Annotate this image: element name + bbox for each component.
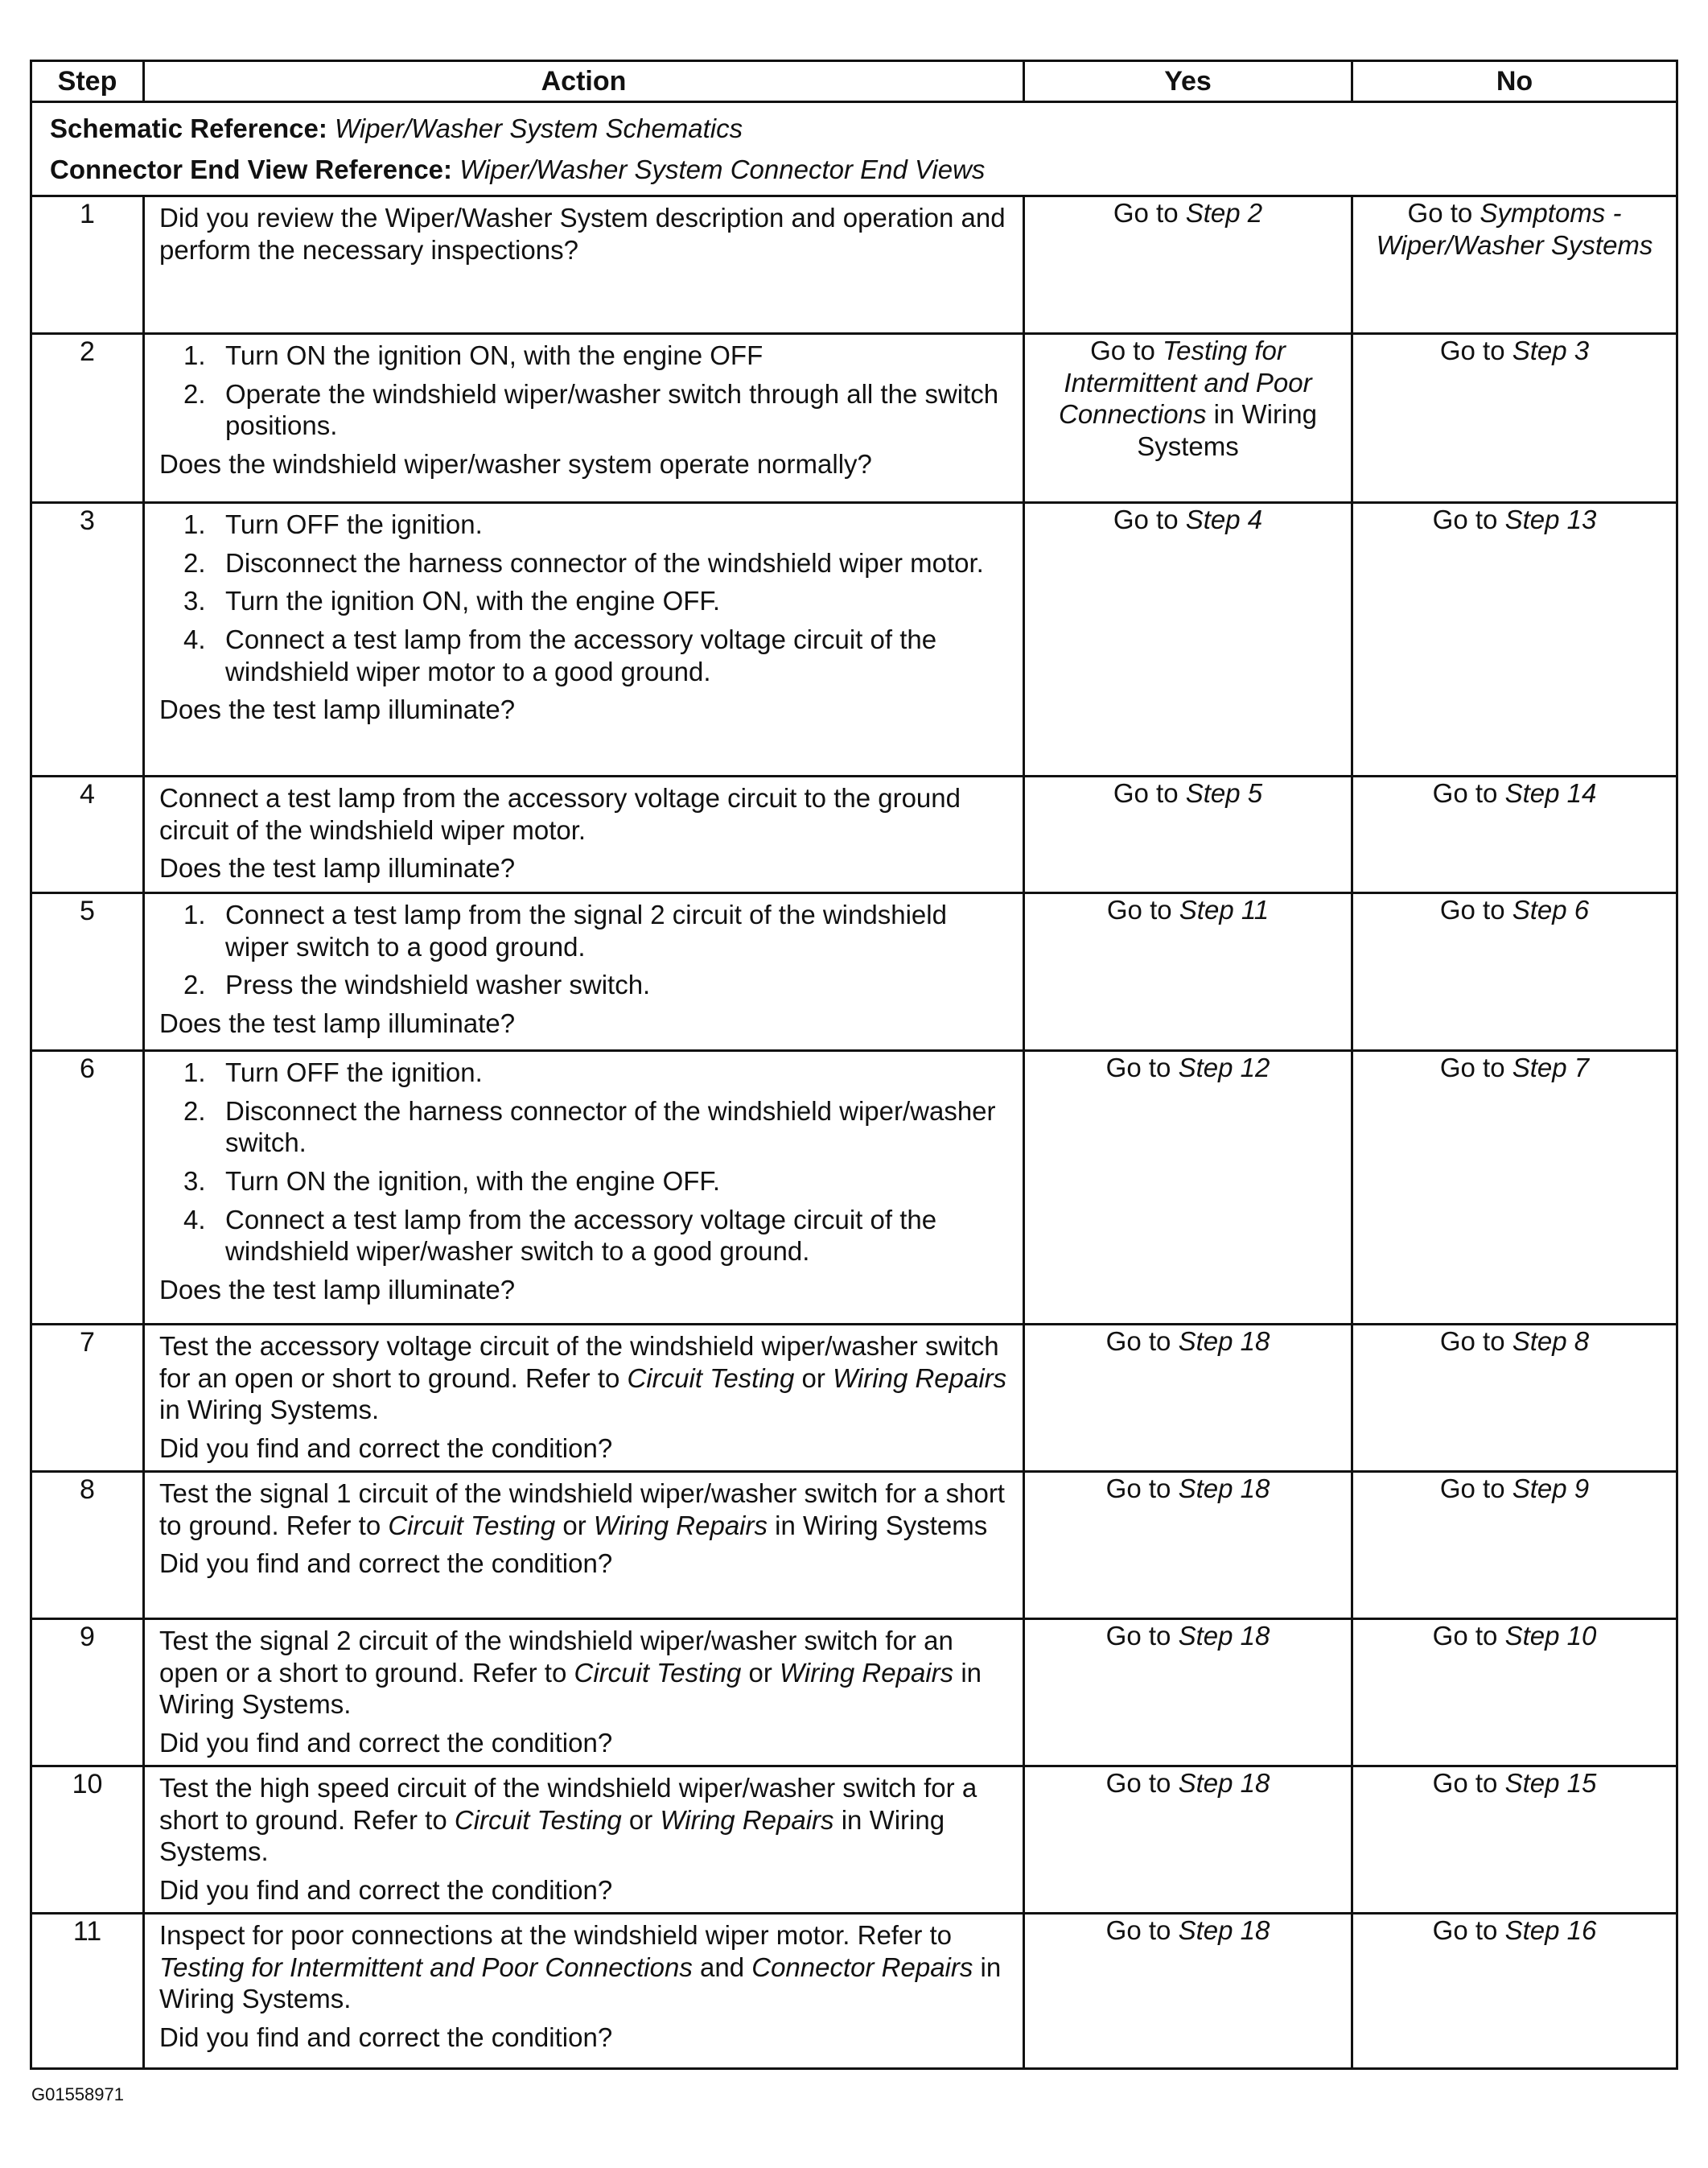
yes-goto-ref: Step 18 — [1178, 1915, 1270, 1946]
yes-cell — [1024, 777, 1352, 893]
substep-number: 2. — [183, 1095, 206, 1126]
substep-number: 1. — [183, 509, 206, 540]
no-goto — [1361, 1915, 1668, 1947]
no-goto — [1361, 894, 1668, 926]
yes-goto — [1033, 197, 1343, 229]
no-cell — [1352, 893, 1677, 1051]
substep-text: Connect a test lamp from the accessory voltage circuit of the windshield wiper/washer switch to a good ground. — [225, 1204, 937, 1267]
substep-text: Disconnect the harness connector of the windshield wiper motor. — [225, 547, 984, 578]
yes-goto-prefix: Go to — [1105, 1768, 1179, 1799]
action-ref-link: Circuit Testing — [574, 1657, 742, 1688]
yes-cell — [1024, 503, 1352, 777]
substep-list — [159, 509, 1008, 687]
action-ref-link: Wiring Repairs — [833, 1362, 1007, 1393]
header-no: No — [1352, 61, 1677, 102]
no-cell — [1352, 334, 1677, 503]
action-ref-link: Circuit Testing — [388, 1510, 556, 1540]
substep-number: 1. — [183, 900, 206, 930]
substep — [159, 378, 1008, 442]
yes-cell — [1024, 1472, 1352, 1619]
action-text-part: or — [741, 1657, 780, 1688]
action-text-part: or — [621, 1804, 661, 1835]
step-number: 4 — [31, 777, 144, 893]
connector-reference — [50, 149, 1658, 190]
action-question: Did you find and correct the condition? — [159, 1548, 613, 1579]
yes-cell — [1024, 1766, 1352, 1914]
yes-goto — [1033, 1325, 1343, 1358]
step-number: 11 — [31, 1914, 144, 2069]
no-goto-prefix: Go to — [1439, 1473, 1513, 1504]
action-cell — [144, 1472, 1024, 1619]
action-text — [159, 1772, 1008, 1868]
action-question: Did you find and correct the condition? — [159, 1433, 613, 1464]
substep — [159, 1165, 1008, 1197]
table-row — [31, 1051, 1677, 1325]
no-goto-ref: Symptoms - Wiper/Washer Systems — [1376, 198, 1653, 260]
action-question: Did you find and correct the condition? — [159, 1728, 613, 1758]
no-goto-ref: Step 9 — [1512, 1473, 1590, 1504]
yes-goto-prefix: Go to — [1113, 778, 1186, 809]
action-text-part: in Wiring Systems — [768, 1510, 988, 1540]
action-question: Does the windshield wiper/washer system operate normally? — [159, 449, 872, 480]
no-goto-prefix: Go to — [1439, 1326, 1513, 1357]
no-goto — [1361, 1767, 1668, 1799]
substep-text: Connect a test lamp from the accessory voltage circuit of the windshield wiper motor to a good ground. — [225, 624, 937, 686]
substep-text: Turn the ignition ON, with the engine OFF. — [225, 586, 721, 616]
action-ref-link: Circuit Testing — [454, 1804, 622, 1835]
yes-cell — [1024, 1914, 1352, 2069]
no-cell — [1352, 1472, 1677, 1619]
yes-goto-ref: Step 18 — [1178, 1473, 1270, 1504]
action-cell — [144, 777, 1024, 893]
schematic-reference — [50, 108, 1658, 149]
table-row — [31, 1914, 1677, 2069]
yes-goto — [1033, 777, 1343, 810]
substep-number: 3. — [183, 586, 206, 616]
no-goto — [1361, 777, 1668, 810]
no-goto-ref: Step 7 — [1512, 1053, 1590, 1083]
header-row — [31, 61, 1677, 102]
action-cell — [144, 893, 1024, 1051]
substep — [159, 509, 1008, 541]
yes-goto — [1033, 894, 1343, 926]
action-cell — [144, 1619, 1024, 1766]
reference-row — [31, 102, 1677, 196]
no-goto-ref: Step 13 — [1504, 505, 1597, 535]
no-goto-prefix: Go to — [1432, 505, 1505, 535]
no-goto-ref: Step 15 — [1504, 1768, 1597, 1799]
substep — [159, 1204, 1008, 1267]
yes-goto-prefix: Go to — [1113, 505, 1186, 535]
action-question: Did you find and correct the condition? — [159, 2022, 613, 2053]
no-goto-prefix: Go to — [1439, 1053, 1513, 1083]
yes-goto-ref: Step 18 — [1178, 1326, 1270, 1357]
no-cell — [1352, 1619, 1677, 1766]
step-number: 3 — [31, 503, 144, 777]
substep-text: Connect a test lamp from the signal 2 circuit of the windshield wiper switch to a good ground. — [225, 900, 947, 962]
action-cell — [144, 196, 1024, 334]
no-goto — [1361, 197, 1668, 261]
action-ref-link: Testing for Intermittent and Poor Connections — [159, 1952, 693, 1982]
diagnostic-table — [30, 60, 1678, 2070]
no-goto-ref: Step 6 — [1512, 895, 1590, 925]
figure-code: G01558971 — [31, 2084, 124, 2104]
action-text-part: or — [555, 1510, 594, 1540]
yes-goto-prefix: Go to — [1113, 198, 1186, 229]
no-goto-ref: Step 14 — [1504, 778, 1597, 809]
no-goto — [1361, 335, 1668, 367]
substep-number: 2. — [183, 970, 206, 1000]
action-question: Does the test lamp illuminate? — [159, 695, 516, 725]
yes-goto — [1033, 1767, 1343, 1799]
table-row — [31, 1766, 1677, 1914]
step-number: 2 — [31, 334, 144, 503]
no-goto-prefix: Go to — [1432, 1768, 1505, 1799]
substep-number: 1. — [183, 340, 206, 371]
yes-goto-prefix: Go to — [1090, 336, 1163, 366]
action-text-part: and — [692, 1952, 752, 1982]
table-row — [31, 1325, 1677, 1472]
step-number: 5 — [31, 893, 144, 1051]
step-number: 7 — [31, 1325, 144, 1472]
step-number: 9 — [31, 1619, 144, 1766]
no-goto-prefix: Go to — [1432, 778, 1505, 809]
substep — [159, 969, 1008, 1001]
header-action: Action — [144, 61, 1024, 102]
substep-text: Operate the windshield wiper/washer switch through all the switch positions. — [225, 378, 999, 441]
action-ref-link: Circuit Testing — [627, 1362, 795, 1393]
yes-goto-prefix: Go to — [1105, 1326, 1179, 1357]
schematic-reference-label: Schematic Reference: — [50, 113, 327, 143]
yes-cell — [1024, 1325, 1352, 1472]
substep — [159, 547, 1008, 579]
yes-goto — [1033, 335, 1343, 462]
action-text: Connect a test lamp from the accessory voltage circuit to the ground circuit of the windshield wiper motor. — [159, 783, 961, 845]
yes-goto-ref: Step 5 — [1185, 778, 1263, 809]
substep — [159, 899, 1008, 962]
table-row — [31, 1619, 1677, 1766]
substep-number: 1. — [183, 1057, 206, 1088]
action-text-part: Test the high speed circuit of the windshield wiper/washer switch for a short to ground. Refer to — [159, 1773, 977, 1835]
action-text — [159, 1478, 1008, 1541]
substep — [159, 585, 1008, 617]
no-goto — [1361, 504, 1668, 536]
no-goto-ref: Step 10 — [1504, 1621, 1597, 1651]
yes-cell — [1024, 893, 1352, 1051]
no-cell — [1352, 1914, 1677, 2069]
substep-text: Turn OFF the ignition. — [225, 1057, 483, 1088]
no-cell — [1352, 1766, 1677, 1914]
no-goto — [1361, 1325, 1668, 1358]
action-text-part: Test the signal 1 circuit of the windshield wiper/washer switch for a short to ground. Refer to — [159, 1478, 1005, 1540]
action-text-part: Test the signal 2 circuit of the windshield wiper/washer switch for an open or a short to ground. Refer to — [159, 1626, 953, 1688]
table-row — [31, 1472, 1677, 1619]
table-row — [31, 334, 1677, 503]
substep — [159, 1095, 1008, 1159]
yes-cell — [1024, 1051, 1352, 1325]
yes-goto — [1033, 1915, 1343, 1947]
action-text-part: in Wiring Systems. — [159, 1952, 1002, 2014]
no-goto-ref: Step 3 — [1512, 336, 1590, 366]
step-number: 8 — [31, 1472, 144, 1619]
substep-text: Turn ON the ignition ON, with the engine OFF — [225, 340, 763, 371]
yes-goto-ref: Step 2 — [1185, 198, 1263, 229]
yes-goto-suffix: in Wiring Systems — [1137, 399, 1317, 462]
yes-cell — [1024, 196, 1352, 334]
substep-text: Turn ON the ignition, with the engine OFF. — [225, 1166, 721, 1197]
connector-reference-value: Wiper/Washer System Connector End Views — [459, 155, 986, 185]
substep — [159, 1057, 1008, 1089]
yes-goto-ref: Step 12 — [1178, 1053, 1270, 1083]
substep-number: 2. — [183, 378, 206, 409]
no-goto-ref: Step 8 — [1512, 1326, 1590, 1357]
schematic-reference-value: Wiper/Washer System Schematics — [335, 113, 743, 143]
substep — [159, 340, 1008, 372]
substep-number: 4. — [183, 1204, 206, 1234]
action-text-part: or — [794, 1362, 833, 1393]
no-goto-ref: Step 16 — [1504, 1915, 1597, 1946]
table-row — [31, 196, 1677, 334]
action-question: Did you find and correct the condition? — [159, 1875, 613, 1906]
action-cell — [144, 334, 1024, 503]
action-ref-link: Wiring Repairs — [780, 1657, 954, 1688]
table-row — [31, 893, 1677, 1051]
no-cell — [1352, 503, 1677, 777]
yes-goto — [1033, 1620, 1343, 1652]
yes-goto-ref: Step 18 — [1178, 1621, 1270, 1651]
action-cell — [144, 1051, 1024, 1325]
action-text-part: in Wiring Systems. — [159, 1804, 945, 1867]
substep-text: Press the windshield washer switch. — [225, 970, 651, 1000]
action-text — [159, 1330, 1008, 1426]
connector-reference-label: Connector End View Reference: — [50, 155, 453, 185]
step-number: 10 — [31, 1766, 144, 1914]
no-goto-prefix: Go to — [1407, 198, 1480, 229]
no-cell — [1352, 1325, 1677, 1472]
yes-goto-prefix: Go to — [1105, 1621, 1179, 1651]
action-ref-link: Connector Repairs — [751, 1952, 973, 1982]
yes-goto-prefix: Go to — [1106, 895, 1179, 925]
action-text-part: in Wiring Systems. — [159, 1395, 380, 1425]
action-text-part: Test the accessory voltage circuit of the windshield wiper/washer switch for an open or short to ground. Refer to — [159, 1331, 999, 1393]
action-question: Does the test lamp illuminate? — [159, 1274, 516, 1305]
substep-list — [159, 340, 1008, 442]
header-step: Step — [31, 61, 144, 102]
no-cell — [1352, 1051, 1677, 1325]
no-goto — [1361, 1473, 1668, 1505]
action-cell — [144, 1914, 1024, 2069]
yes-goto-ref: Step 18 — [1178, 1768, 1270, 1799]
yes-goto-prefix: Go to — [1105, 1915, 1179, 1946]
yes-goto — [1033, 504, 1343, 536]
yes-goto-ref: Step 11 — [1179, 895, 1270, 925]
yes-goto — [1033, 1473, 1343, 1505]
yes-goto-ref: Step 4 — [1185, 505, 1263, 535]
action-text — [159, 1625, 1008, 1721]
action-text: Did you review the Wiper/Washer System description and operation and perform the necessary inspections? — [159, 203, 1006, 265]
action-text-part: Inspect for poor connections at the windshield wiper motor. Refer to — [159, 1920, 953, 1951]
yes-cell — [1024, 1619, 1352, 1766]
substep — [159, 624, 1008, 687]
no-cell — [1352, 196, 1677, 334]
no-goto-prefix: Go to — [1432, 1915, 1505, 1946]
action-question: Does the test lamp illuminate? — [159, 853, 516, 884]
yes-goto-ref: Testing for Intermittent and Poor Connections — [1059, 336, 1312, 430]
yes-cell — [1024, 334, 1352, 503]
yes-goto-prefix: Go to — [1105, 1053, 1179, 1083]
action-cell — [144, 1766, 1024, 1914]
action-text — [159, 1919, 1008, 2015]
table-row — [31, 503, 1677, 777]
substep-number: 2. — [183, 547, 206, 578]
action-question: Does the test lamp illuminate? — [159, 1008, 516, 1039]
substep-text: Disconnect the harness connector of the windshield wiper/washer switch. — [225, 1095, 996, 1158]
action-text-part: in Wiring Systems. — [159, 1657, 982, 1720]
no-goto — [1361, 1052, 1668, 1084]
no-goto — [1361, 1620, 1668, 1652]
substep-number: 4. — [183, 624, 206, 655]
substep-number: 3. — [183, 1166, 206, 1197]
yes-goto-prefix: Go to — [1105, 1473, 1179, 1504]
action-cell — [144, 503, 1024, 777]
yes-goto — [1033, 1052, 1343, 1084]
step-number: 6 — [31, 1051, 144, 1325]
substep-text: Turn OFF the ignition. — [225, 509, 483, 540]
action-cell — [144, 1325, 1024, 1472]
no-goto-prefix: Go to — [1439, 895, 1513, 925]
no-goto-prefix: Go to — [1439, 336, 1513, 366]
no-cell — [1352, 777, 1677, 893]
header-yes: Yes — [1024, 61, 1352, 102]
no-goto-prefix: Go to — [1432, 1621, 1505, 1651]
substep-list — [159, 899, 1008, 1001]
reference-cell — [31, 102, 1677, 196]
step-number: 1 — [31, 196, 144, 334]
action-ref-link: Wiring Repairs — [660, 1804, 834, 1835]
action-ref-link: Wiring Repairs — [593, 1510, 768, 1540]
table-row — [31, 777, 1677, 893]
substep-list — [159, 1057, 1008, 1267]
